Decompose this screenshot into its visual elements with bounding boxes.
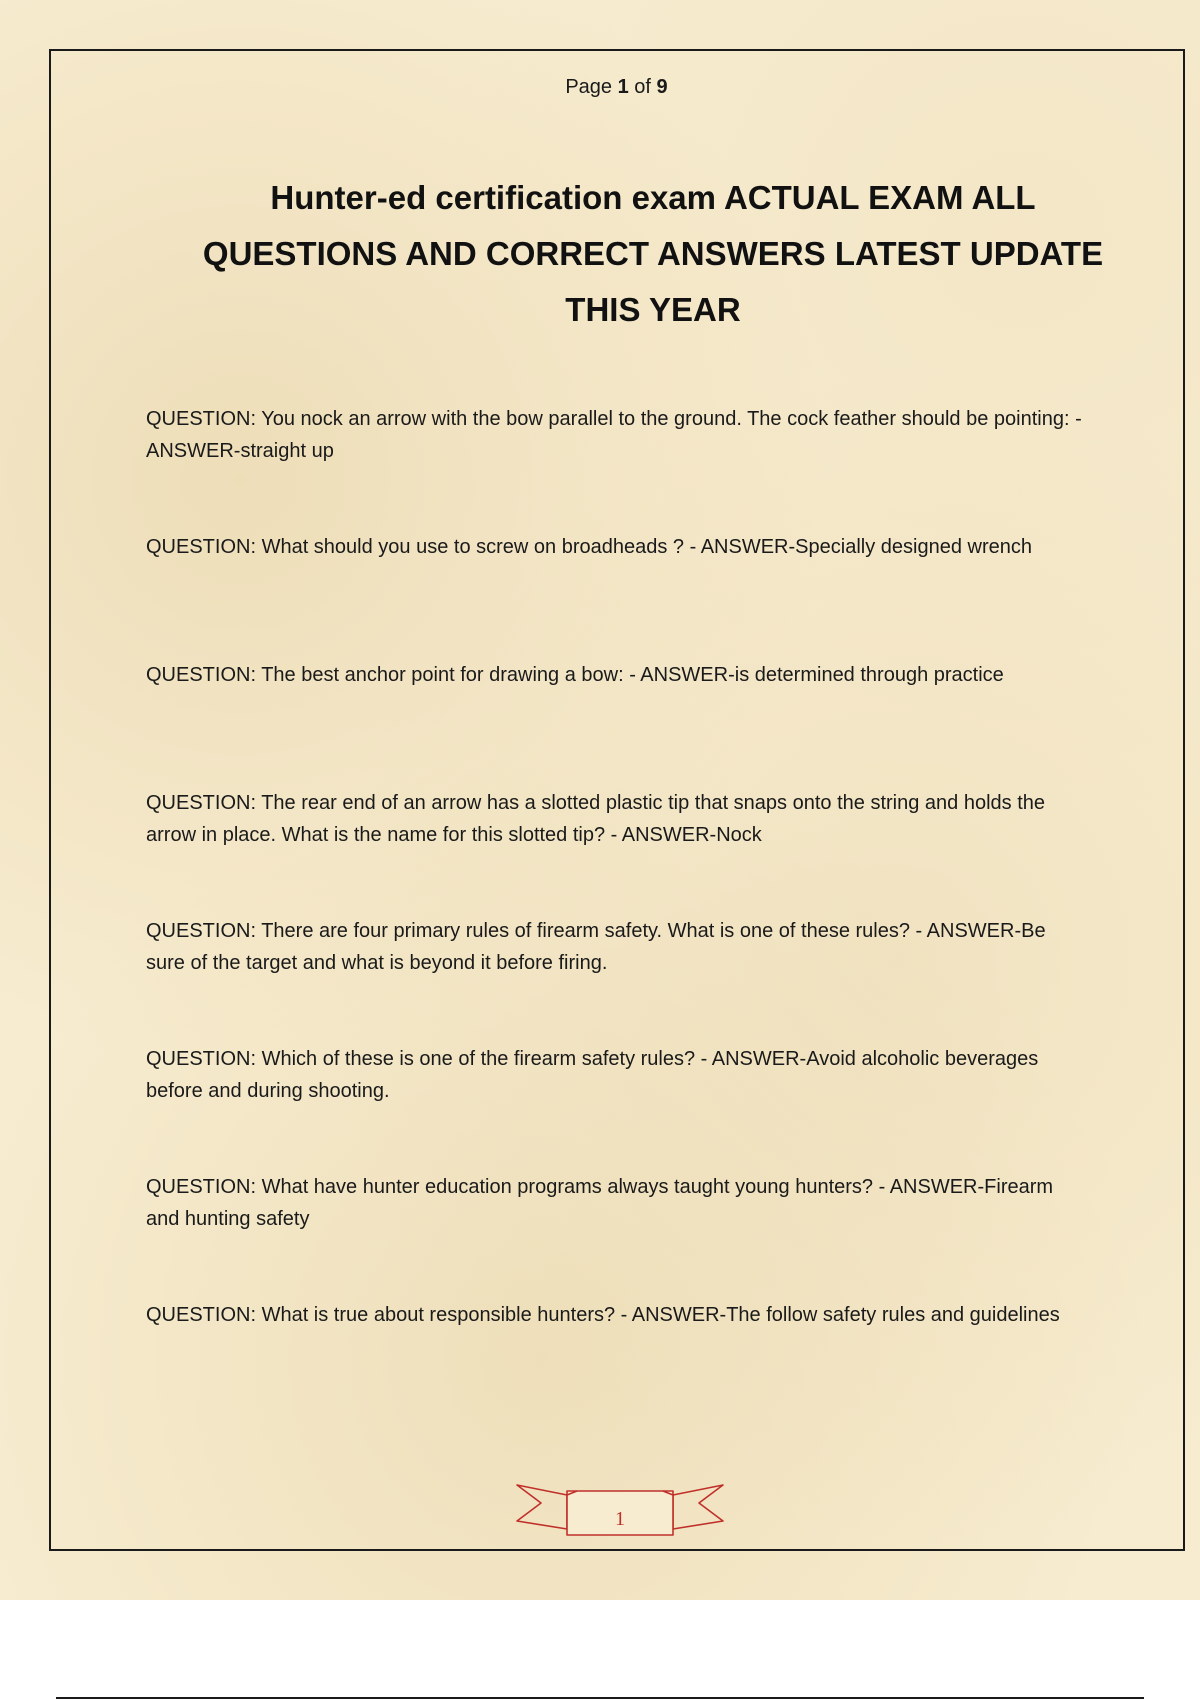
page-counter	[0, 76, 1200, 99]
page-current: 1	[617, 76, 629, 98]
page-total: 9	[656, 76, 668, 98]
question-item: QUESTION: You nock an arrow with the bow parallel to the ground. The cock feather should be pointing: - ANSWER-straight up	[146, 408, 1082, 462]
question-item: QUESTION: What is true about responsible hunters? - ANSWER-The follow safety rules and guidelines	[146, 1304, 1060, 1326]
page-prefix: Page	[565, 76, 613, 98]
footer-page-number: 1	[615, 1508, 625, 1530]
page-of: of	[634, 76, 651, 98]
question-item: QUESTION: What should you use to screw on broadheads ? - ANSWER-Specially designed wrench	[146, 536, 1032, 558]
question-item: QUESTION: What have hunter education programs always taught young hunters? - ANSWER-Firearm and hunting safety	[146, 1176, 1054, 1230]
question-item: QUESTION: The best anchor point for drawing a bow: - ANSWER-is determined through practice	[146, 664, 1004, 686]
question-item: QUESTION: The rear end of an arrow has a slotted plastic tip that snaps onto the string and holds the arrow in place. What is the name for this slotted tip? - ANSWER-Nock	[146, 792, 1046, 846]
footer-divider	[56, 1697, 1144, 1699]
question-list	[146, 403, 1086, 1427]
document-title: Hunter-ed certification exam ACTUAL EXAM ALL QUESTIONS AND CORRECT ANSWERS LATEST UPDATE THIS YEAR	[202, 179, 1104, 328]
question-item: QUESTION: There are four primary rules of firearm safety. What is one of these rules? - ANSWER-Be sure of the target and what is beyond it before firing.	[146, 920, 1046, 974]
question-item: QUESTION: Which of these is one of the firearm safety rules? - ANSWER-Avoid alcoholic beverages before and during shooting.	[146, 1048, 1039, 1102]
